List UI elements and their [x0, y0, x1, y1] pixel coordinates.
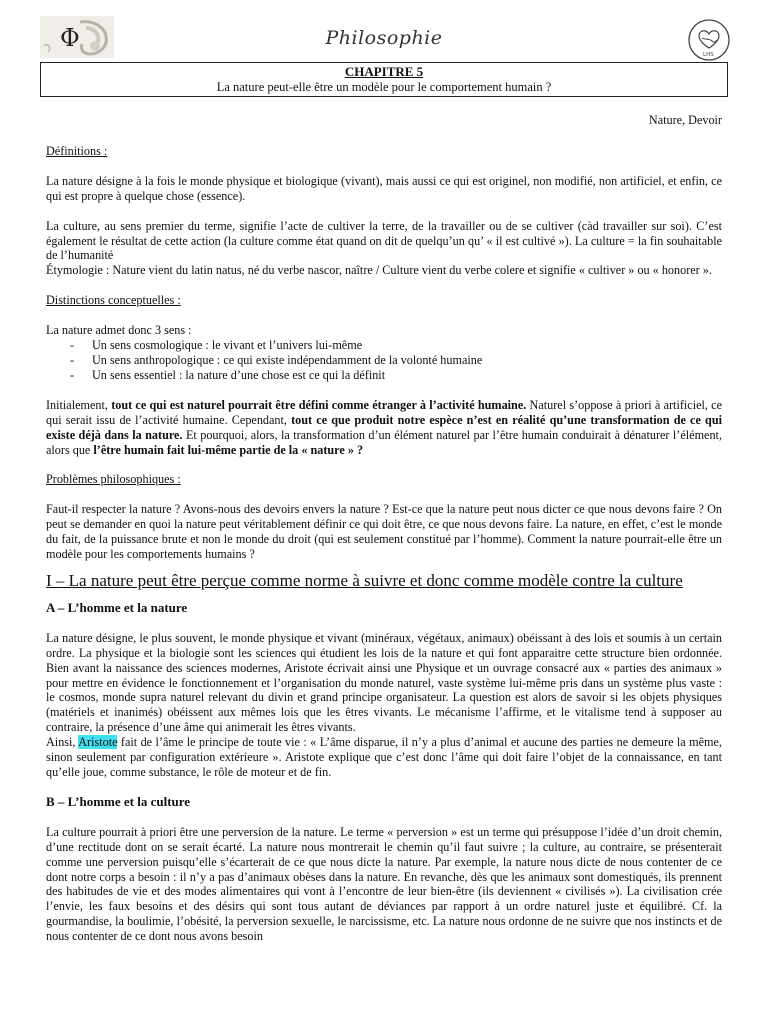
list-item: - Un sens anthropologique : ce qui existe indépendamment de la volonté humaine	[70, 353, 722, 368]
problems-paragraph: Faut-il respecter la nature ? Avons-nous des devoirs envers la nature ? Est-ce que la nature peut nous dicter ce que nous devons faire ? On peut se demander en quoi la nature peut véritablement définir ce qui doit être, ce que nous devons faire. La nature, en effet, c’est le monde du fait, de la puissance brute et non le monde du droit (qui est seulement constitué par l’homme). Comment la nature pourrait-elle être un modèle pour les comportements humains ?	[46, 502, 722, 562]
list-item: - Un sens essentiel : la nature d’une chose est ce qui la définit	[70, 368, 722, 383]
distinctions-heading: Distinctions conceptuelles :	[46, 293, 181, 308]
svg-text:LHS: LHS	[703, 52, 714, 58]
bold-run: l’être humain fait lui-même partie de la « nature » ?	[93, 442, 364, 457]
subsection-a-paragraph-2	[46, 735, 722, 780]
subsection-a-paragraph-1: La nature désigne, le plus souvent, le monde physique et vivant (minéraux, végétaux, animaux) obéissant à des lois et soumis à un certain ordre. La physique et la biologie sont les sciences qui étudient les lois de la nature et qui font apparaitre cette structure bien ordonnée. Bien avant la naissance des sciences modernes, Aristote écrivait ainsi une Physique et un ouvrage consacré aux « parties des animaux » pour mettre en évidence le fonctionnement et l’organisation du monde naturel, vaste système lui-même pris dans un système plus vaste : le cosmos, monde supra naturel relevant du divin et grand principe organisateur. La question est alors de savoir si les objets physiques (matériels et inanimés) obéissent aux mêmes lois que les êtres vivants. Le mécanisme l’affirme, et le vitalisme tend à supposer au contraire, la présence d’une âme qui animerait les êtres vivants.	[46, 630, 722, 735]
text-run: Ainsi,	[46, 735, 79, 750]
text-run: Naturel s’oppose à priori à artificiel, ce qui serait issu de l’activité humaine. Cependant,	[46, 397, 722, 427]
keywords: Nature, Devoir	[648, 113, 722, 127]
text-run: Et pourquoi, alors, la transformation d’un élément naturel par l’être humain conduirait à dénaturer l’élément, alors que	[46, 427, 722, 457]
meanings-list	[46, 338, 722, 383]
header-title: Philosophie	[325, 27, 443, 49]
text-run: Initialement,	[46, 397, 112, 412]
section-1-title: I – La nature peut être perçue comme norme à suivre et donc comme modèle contre la culture	[46, 570, 683, 590]
definition-nature: La nature désigne à la fois le monde physique et biologique (vivant), mais aussi ce qui est originel, non modifié, non artificiel, et enfin, ce qui est propre à quelque chose (essence).	[46, 173, 722, 203]
subsection-b-paragraph-1: La culture pourrait à priori être une perversion de la nature. Le terme « perversion » est un terme qui présuppose l’idée d’un droit chemin, d’une rectitude dont on se serait écarté. La nature nous montrerait le chemin qu’il faut suivre ; la culture, au contraire, se présenterait comme une perversion puisqu’elle s’écarterait de ce que nous dicte la nature. Par exemple, la nature nous dicte de nous contenter de ce dont notre corps a besoin : il n’y a pas d’animaux obèses dans la nature. En revanche, dès que les animaux sont domestiqués, ils prennent des habitudes de vie et des modes alimentaires qui vont à l’encontre de leur bien-être (ils deviennent « civilisés »). La civilisation crée l’envie, les faux besoins et des désirs qui sont tous autant de déviances par rapport à un ordre naturel juste et équilibré. Cf. la gourmandise, la boulimie, l’obésité, la perversion sexuelle, le narcissisme, etc. La nature nous ordonne de ne suivre que nos instincts et de nous contenter de ce dont nous avons besoin	[46, 824, 722, 944]
chapter-question: La nature peut-elle être un modèle pour le comportement humain ?	[216, 80, 552, 94]
highlighted-word: Aristote	[78, 735, 118, 750]
bold-run: tout ce qui est naturel pourrait être défini comme étranger à l’activité humaine.	[111, 397, 527, 412]
list-item: - Un sens cosmologique : le vivant et l’univers lui-même	[70, 338, 722, 353]
distinctions-intro: La nature admet donc 3 sens :	[46, 323, 192, 338]
chapter-title-box	[40, 62, 728, 97]
definition-culture: La culture, au sens premier du terme, signifie l’acte de cultiver la terre, de la travailler ou de se cultiver (càd travailler sur soi). C’est également le résultat de cette action (la culture comme état quand on dit de quelqu’un qu’ « il est cultivé »). La culture = la fin souhaitable de l’humanité	[46, 218, 722, 263]
document-body	[46, 113, 722, 944]
text-run: fait de l’âme le principe de toute vie : « L’âme disparue, il n’y a plus d’animal et aucune des parties ne demeure la même, sinon seulement par configuration extérieure ». Aristote explique que c’est donc l’âme qui doit faire l’objet de la connaissance, en tant qu’elle joue, comme substance, le rôle de moteur et de fin.	[46, 735, 722, 779]
problems-heading: Problèmes philosophiques :	[46, 472, 181, 487]
definitions-heading: Définitions :	[46, 143, 108, 158]
subsection-b-title: B – L’homme et la culture	[46, 793, 191, 809]
school-logo-icon	[687, 18, 731, 62]
svg-text:Φ: Φ	[60, 24, 80, 52]
page-header	[40, 14, 728, 60]
etymology: Étymologie : Nature vient du latin natus, né du verbe nascor, naître / Culture vient du verbe colere et signifie « cultiver » ou « honorer ».	[46, 263, 712, 278]
subsection-a-title: A – L’homme et la nature	[46, 599, 188, 615]
bold-run: tout ce que produit notre espèce n’est en réalité qu’une transformation de ce qui existe déjà dans la nature.	[46, 412, 722, 442]
distinctions-paragraph	[46, 398, 722, 458]
chapter-number: CHAPITRE 5	[344, 64, 424, 79]
